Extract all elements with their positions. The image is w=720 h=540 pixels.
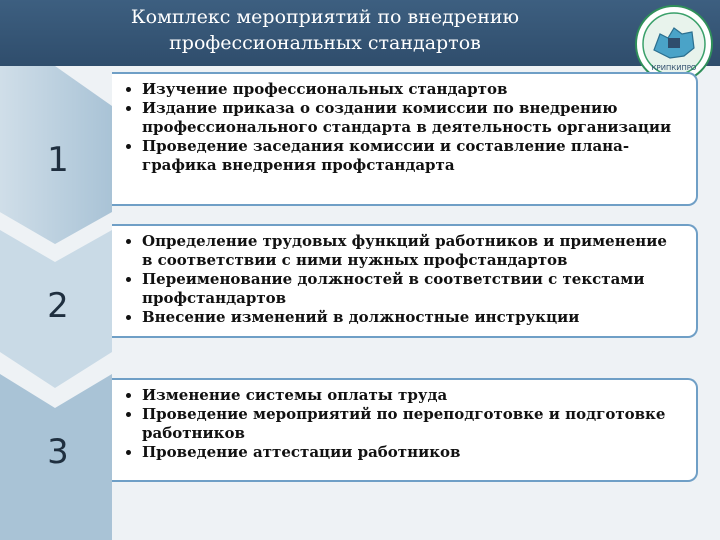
logo-text: КРИПКИПРО [651,64,697,72]
step-box-2 [112,224,698,338]
list-item: • Изменение системы оплаты труда [142,386,682,405]
header-bar [0,0,720,66]
list-item: • Проведение заседания комиссии и составление плана-графика внедрения профстандарта [142,137,682,175]
step-3-list [122,386,682,462]
title-line-2: профессиональных стандартов [169,32,481,54]
list-item: • Определение трудовых функций работников и применение в соответствии с ними нужных профстандартов [142,232,682,270]
list-item: • Внесение изменений в должностные инструкции [142,308,682,327]
step-box-3 [112,378,698,482]
step-number-1: 1 [47,140,69,180]
list-item: • Проведение аттестации работников [142,443,682,462]
step-number-2: 2 [47,286,69,326]
step-number-3: 3 [47,432,69,472]
list-item: • Издание приказа о создании комиссии по внедрению профессионального стандарта в деятельность организации [142,99,682,137]
step-2-list [122,232,682,327]
step-1-list [122,80,682,175]
page-title [90,4,560,56]
list-item: • Изучение профессиональных стандартов [142,80,682,99]
title-line-1: Комплекс мероприятий по внедрению [130,6,520,28]
list-item: • Проведение мероприятий по переподготовке и подготовке работников [142,405,682,443]
list-item: • Переименование должностей в соответствии с текстами профстандартов [142,270,682,308]
step-box-1 [112,72,698,206]
